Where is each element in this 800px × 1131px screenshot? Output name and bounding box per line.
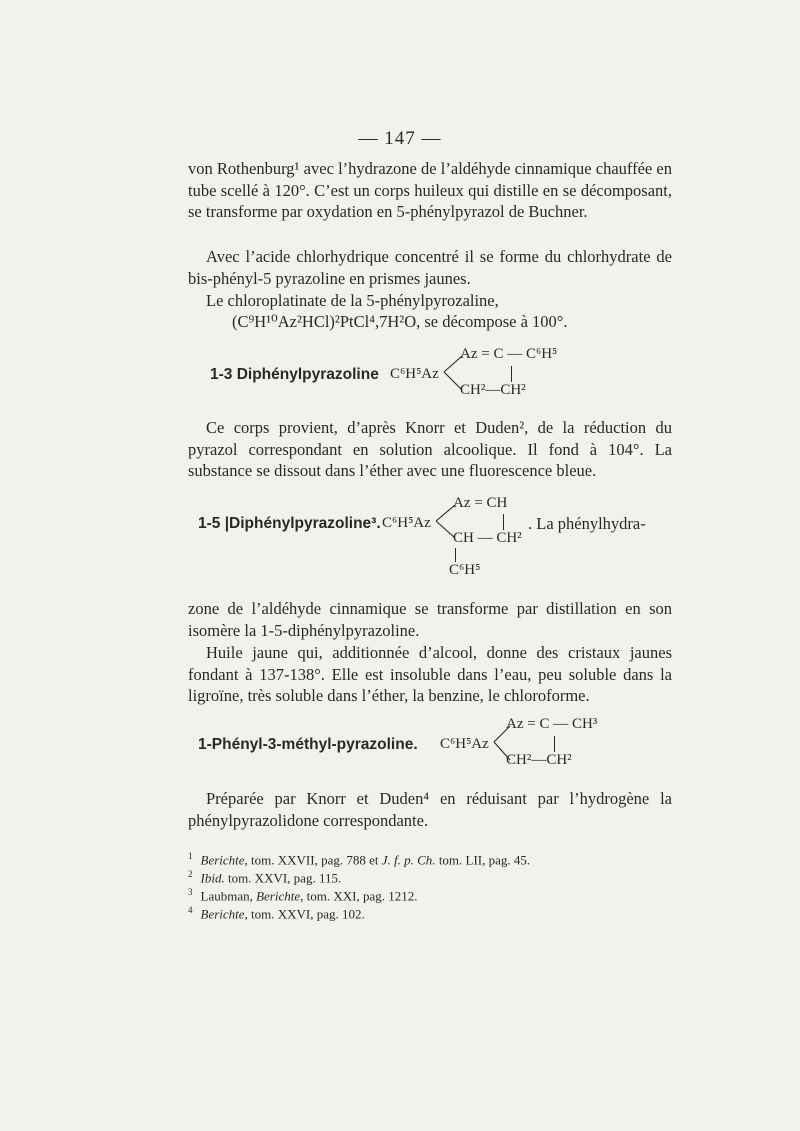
- footnote-4: [188, 902, 365, 923]
- footnote-3-text-2: tom. XXI, pag. 1212.: [303, 888, 418, 904]
- footnote-1-source: Berichte,: [200, 852, 248, 868]
- paragraph-3: Le chloroplatinate de la 5-phénylpyrozaline,: [206, 291, 499, 310]
- paragraph-6: Huile jaune qui, additionnée d’alcool, donne des cristaux jaunes fondant à 137-138°. Elle est insoluble dans l’eau, peu soluble dans la ligroïne, très soluble dans l’éther, la benzine, le chloroforme.: [188, 643, 672, 706]
- footnote-3-text: Laubman,: [200, 888, 257, 904]
- footnote-2-text: tom. XXVI, pag. 115.: [224, 870, 342, 886]
- compound-3-top: Az = C — CH³: [506, 716, 598, 732]
- paragraph-5: zone de l’aldéhyde cinnamique se transforme par distillation en son isomère la 1-5-diphénylpyrazoline.: [188, 599, 672, 640]
- footnote-1-text-2: tom. LII, pag. 45.: [435, 852, 531, 868]
- footnote-4-mark: 4: [188, 905, 193, 915]
- compound-2-continuation: . La phénylhydra-: [528, 514, 646, 533]
- footnote-1-mark: 1: [188, 851, 193, 861]
- footnote-2-source: Ibid.: [200, 870, 225, 886]
- footnote-1-source-2: J. f. p. Ch.: [381, 852, 436, 868]
- paragraph-2: Avec l’acide chlorhydrique concentré il se forme du chlorhydrate de bis-phényl-5 pyrazoline en prismes jaunes.: [188, 247, 672, 288]
- compound-2-bottom: CH — CH²: [453, 530, 522, 546]
- footnote-4-text: tom. XXVI, pag. 102.: [247, 906, 365, 922]
- compound-1-prefix: C⁶H⁵Az: [390, 366, 439, 382]
- footnote-3-source: Berichte,: [256, 888, 304, 904]
- compound-1-name: 1-3 Diphénylpyrazoline: [210, 366, 379, 383]
- platinate-formula: (C⁹H¹⁰Az²HCl)²PtCl⁴,7H²O, se décompose à 100°.: [232, 312, 568, 331]
- footnote-3-mark: 3: [188, 887, 193, 897]
- paragraph-1: von Rothenburg¹ avec l’hydrazone de l’aldéhyde cinnamique chauffée en tube scellé à 120°. C’est un corps huileux qui distille en se décomposant, se transforme par oxydation en 5-phénylpyrazol de Buchner.: [188, 159, 672, 222]
- compound-2-substituent: C⁶H⁵: [449, 562, 481, 578]
- footnote-4-source: Berichte,: [200, 906, 248, 922]
- compound-3-bond: [554, 736, 555, 752]
- compound-1-bond: [511, 366, 512, 382]
- compound-2-bond: [503, 514, 504, 530]
- compound-2-top: Az = CH: [453, 495, 508, 511]
- compound-2-name: 1-5 |Diphénylpyrazoline³.: [198, 515, 381, 532]
- footnote-1-text: tom. XXVII, pag. 788 et: [247, 852, 382, 868]
- compound-3-bottom: CH²—CH²: [506, 752, 572, 768]
- compound-3-name: 1-Phényl-3-méthyl-pyrazoline.: [198, 736, 418, 753]
- footnote-2-mark: 2: [188, 869, 193, 879]
- compound-1-bottom: CH²—CH²: [460, 382, 526, 398]
- compound-2-sub-bond: [455, 548, 456, 562]
- compound-3-prefix: C⁶H⁵Az: [440, 736, 489, 752]
- compound-1-top: Az = C — C⁶H⁵: [460, 346, 558, 362]
- paragraph-7: Préparée par Knorr et Duden⁴ en réduisant par l’hydrogène la phénylpyrazolidone correspondante.: [188, 789, 672, 830]
- compound-2-prefix: C⁶H⁵Az: [382, 515, 431, 531]
- page-number: — 147 —: [358, 128, 442, 149]
- paragraph-4: Ce corps provient, d’après Knorr et Duden², de la réduction du pyrazol correspondant en solution alcoolique. Il fond à 104°. La substance se dissout dans l’éther avec une fluorescence bleue.: [188, 418, 672, 481]
